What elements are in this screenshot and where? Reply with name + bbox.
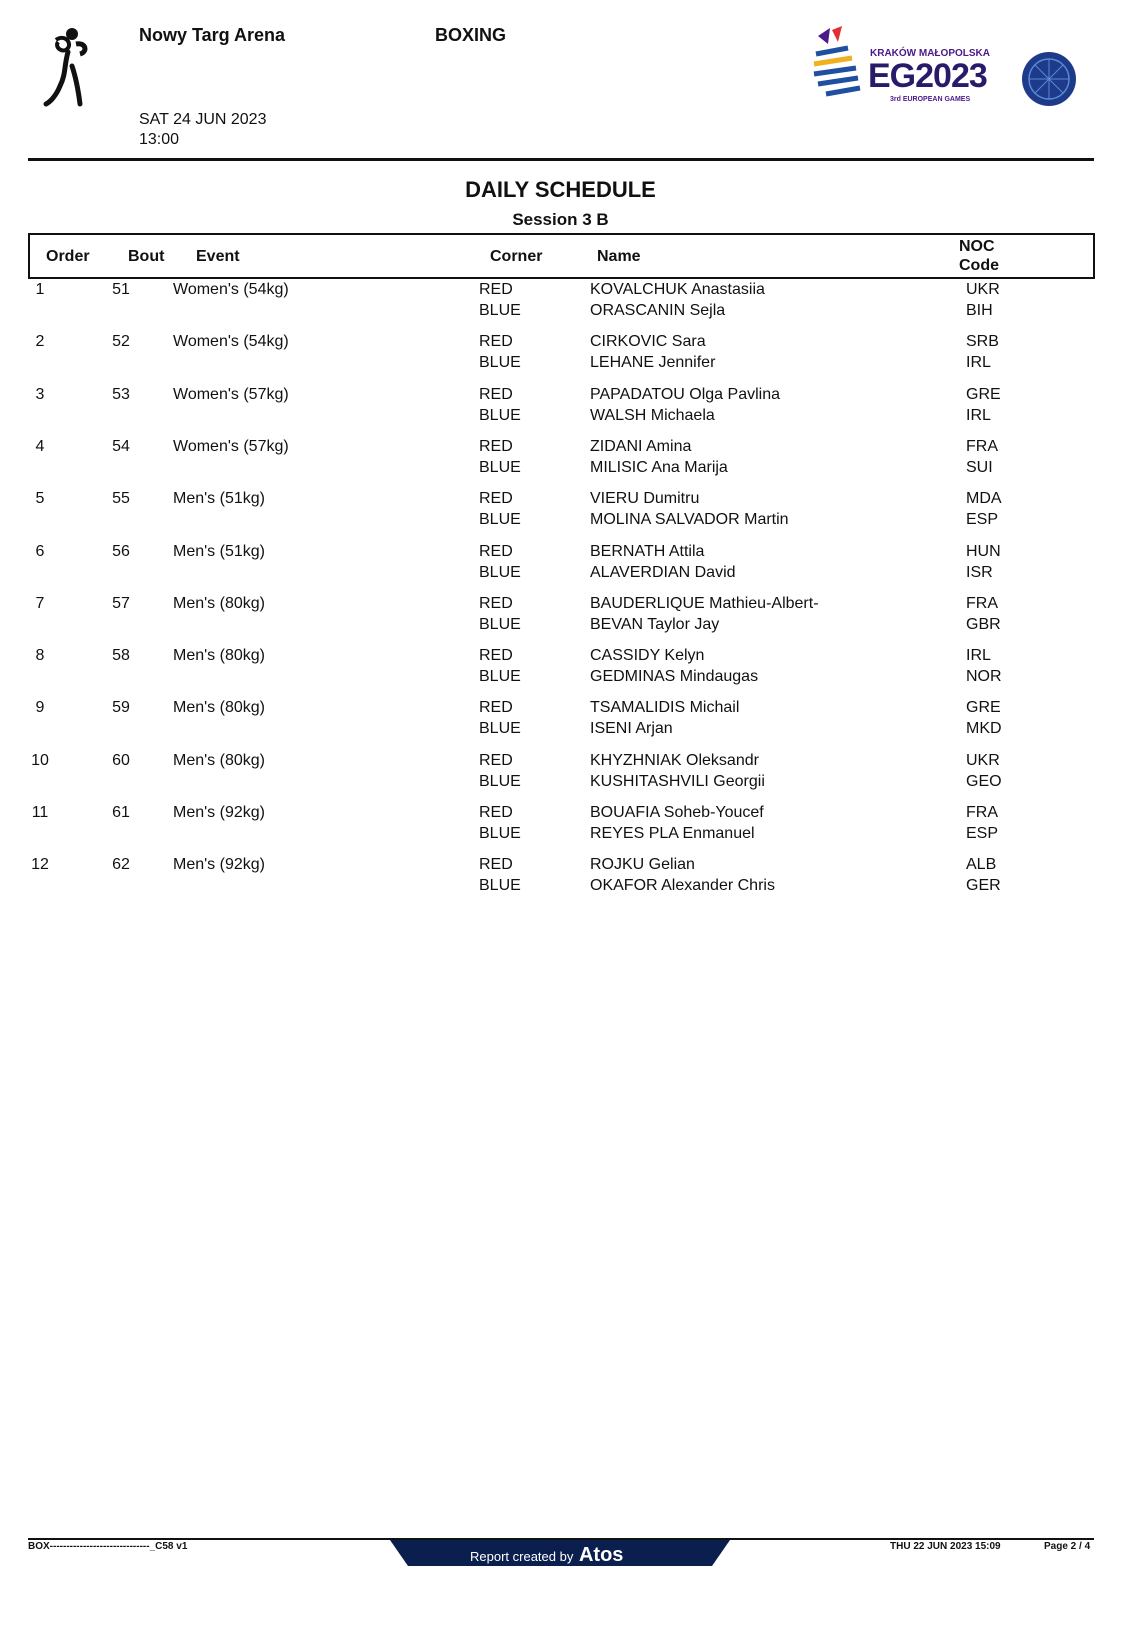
bout-cell: 59 xyxy=(112,699,130,717)
event-cell: Women's (57kg) xyxy=(173,385,289,403)
corner-red-cell: RED xyxy=(479,804,513,821)
boxing-pictogram-icon xyxy=(42,26,94,110)
name-red-cell: CASSIDY Kelyn xyxy=(590,647,705,665)
col-name: Name xyxy=(597,248,641,265)
col-event: Event xyxy=(196,248,240,265)
name-red-cell: CIRKOVIC Sara xyxy=(590,333,706,351)
col-corner: Corner xyxy=(490,248,543,265)
order-cell: 1 xyxy=(35,281,45,298)
noc-red-cell: UKR xyxy=(966,281,1000,298)
event-cell: Women's (57kg) xyxy=(173,437,289,455)
corner-red-cell: RED xyxy=(479,490,513,508)
corner-blue-cell: BLUE xyxy=(479,772,521,790)
bout-cell: 58 xyxy=(112,647,130,665)
corner-blue-cell: BLUE xyxy=(479,458,521,476)
corner-red-cell: RED xyxy=(479,647,513,665)
dragon-logo-icon xyxy=(808,26,864,106)
order-cell: 8 xyxy=(35,647,45,665)
session-label: Session 3 B xyxy=(512,210,609,229)
noc-red-cell: UKR xyxy=(966,751,1000,769)
corner-red-cell: RED xyxy=(479,385,513,403)
corner-blue-cell: BLUE xyxy=(479,825,521,842)
event-cell: Women's (54kg) xyxy=(173,333,289,351)
event-cell: Men's (51kg) xyxy=(173,542,265,560)
european-games-logo xyxy=(808,20,1092,112)
noc-red-cell: FRA xyxy=(966,594,998,612)
name-blue-cell: LEHANE Jennifer xyxy=(590,354,716,372)
col-bout: Bout xyxy=(128,248,165,265)
noc-blue-cell: ESP xyxy=(966,511,999,529)
name-blue-cell: REYES PLA Enmanuel xyxy=(590,825,755,842)
bout-cell: 56 xyxy=(112,542,130,560)
order-cell: 10 xyxy=(31,751,49,769)
report-created-text xyxy=(470,1544,623,1567)
session-date: SAT 24 JUN 2023 xyxy=(139,111,267,128)
table-row xyxy=(0,436,1066,480)
report-banner xyxy=(390,1540,730,1566)
corner-blue-cell: BLUE xyxy=(479,511,521,529)
noc-red-cell: ALB xyxy=(966,856,997,874)
logo-line2: EG2023 xyxy=(868,57,987,95)
document-code: BOX------------------------------_C58 v1 xyxy=(28,1541,188,1552)
name-blue-cell: MOLINA SALVADOR Martin xyxy=(590,511,789,529)
noc-red-cell: FRA xyxy=(966,804,998,821)
noc-blue-cell: IRL xyxy=(966,406,991,424)
order-cell: 6 xyxy=(35,542,45,560)
table-row xyxy=(0,645,1066,689)
venue-name: Nowy Targ Arena xyxy=(139,25,286,45)
bout-cell: 61 xyxy=(112,804,130,821)
event-cell: Men's (80kg) xyxy=(173,699,265,717)
bout-cell: 54 xyxy=(112,437,130,455)
name-red-cell: BAUDERLIQUE Mathieu-Albert- xyxy=(590,594,819,612)
col-order: Order xyxy=(46,248,90,265)
table-row xyxy=(0,593,1066,637)
order-cell: 7 xyxy=(35,594,45,612)
order-cell: 2 xyxy=(35,333,45,351)
order-cell: 3 xyxy=(35,385,45,403)
session-time: 13:00 xyxy=(139,131,180,148)
name-red-cell: KOVALCHUK Anastasiia xyxy=(590,281,765,298)
noc-blue-cell: SUI xyxy=(966,458,993,476)
table-row xyxy=(0,488,1066,532)
noc-blue-cell: MKD xyxy=(966,720,1002,738)
logo-line3: 3rd EUROPEAN GAMES xyxy=(890,96,971,103)
noc-red-cell: SRB xyxy=(966,333,999,351)
name-red-cell: TSAMALIDIS Michail xyxy=(590,699,740,717)
order-cell: 5 xyxy=(35,490,45,508)
corner-red-cell: RED xyxy=(479,699,513,717)
table-row xyxy=(0,384,1066,428)
order-cell: 4 xyxy=(35,437,45,455)
page-number: Page 2 / 4 xyxy=(1044,1541,1091,1552)
corner-blue-cell: BLUE xyxy=(479,302,521,319)
corner-blue-cell: BLUE xyxy=(479,406,521,424)
noc-blue-cell: NOR xyxy=(966,668,1002,686)
corner-red-cell: RED xyxy=(479,594,513,612)
eoc-globe-icon xyxy=(1020,50,1078,108)
name-red-cell: PAPADATOU Olga Pavlina xyxy=(590,385,780,403)
bout-cell: 57 xyxy=(112,594,130,612)
bout-cell: 62 xyxy=(112,856,130,874)
name-blue-cell: ORASCANIN Sejla xyxy=(590,302,726,319)
event-cell: Men's (92kg) xyxy=(173,856,265,874)
name-red-cell: BOUAFIA Soheb-Youcef xyxy=(590,804,764,821)
corner-red-cell: RED xyxy=(479,751,513,769)
bout-cell: 53 xyxy=(112,385,130,403)
name-blue-cell: KUSHITASHVILI Georgii xyxy=(590,772,765,790)
order-cell: 11 xyxy=(31,804,49,821)
name-blue-cell: OKAFOR Alexander Chris xyxy=(590,877,775,895)
table-row xyxy=(0,541,1066,585)
event-cell: Men's (51kg) xyxy=(173,490,265,508)
corner-red-cell: RED xyxy=(479,856,513,874)
noc-blue-cell: IRL xyxy=(966,354,991,372)
noc-blue-cell: GER xyxy=(966,877,1001,895)
name-blue-cell: WALSH Michaela xyxy=(590,406,715,424)
noc-red-cell: FRA xyxy=(966,437,998,455)
noc-blue-cell: GEO xyxy=(966,772,1002,790)
corner-blue-cell: BLUE xyxy=(479,877,521,895)
event-cell: Men's (80kg) xyxy=(173,751,265,769)
name-blue-cell: ISENI Arjan xyxy=(590,720,673,738)
noc-red-cell: GRE xyxy=(966,385,1001,403)
corner-blue-cell: BLUE xyxy=(479,720,521,738)
name-red-cell: ZIDANI Amina xyxy=(590,437,692,455)
table-row xyxy=(0,750,1066,794)
name-blue-cell: GEDMINAS Mindaugas xyxy=(590,668,759,686)
noc-blue-cell: ESP xyxy=(966,825,999,842)
noc-red-cell: HUN xyxy=(966,542,1001,560)
order-cell: 12 xyxy=(31,856,49,874)
atos-logo: Atos xyxy=(578,1544,624,1566)
bout-cell: 55 xyxy=(112,490,130,508)
document-title: DAILY SCHEDULE xyxy=(465,177,656,202)
table-row xyxy=(0,697,1066,741)
event-cell: Women's (54kg) xyxy=(173,281,289,298)
table-row xyxy=(0,802,1066,846)
noc-blue-cell: GBR xyxy=(966,615,1001,633)
corner-red-cell: RED xyxy=(479,281,513,298)
sport-name: BOXING xyxy=(435,25,507,45)
generated-timestamp: THU 22 JUN 2023 15:09 xyxy=(890,1541,1001,1552)
corner-blue-cell: BLUE xyxy=(479,354,521,372)
corner-blue-cell: BLUE xyxy=(479,615,521,633)
noc-blue-cell: BIH xyxy=(966,302,993,319)
corner-blue-cell: BLUE xyxy=(479,563,521,581)
order-cell: 9 xyxy=(35,699,45,717)
table-header xyxy=(28,233,1095,279)
name-red-cell: ROJKU Gelian xyxy=(590,856,695,874)
corner-blue-cell: BLUE xyxy=(479,668,521,686)
header-divider xyxy=(28,158,1094,161)
name-red-cell: VIERU Dumitru xyxy=(590,490,700,508)
name-blue-cell: ALAVERDIAN David xyxy=(590,563,736,581)
table-row xyxy=(0,331,1066,375)
col-noc-line1: NOC xyxy=(959,238,995,255)
event-cell: Men's (80kg) xyxy=(173,594,265,612)
name-red-cell: KHYZHNIAK Oleksandr xyxy=(590,751,759,769)
bout-cell: 60 xyxy=(112,751,130,769)
name-red-cell: BERNATH Attila xyxy=(590,542,705,560)
noc-red-cell: MDA xyxy=(966,490,1002,508)
table-row xyxy=(0,854,1066,898)
corner-red-cell: RED xyxy=(479,542,513,560)
noc-blue-cell: ISR xyxy=(966,563,993,581)
noc-red-cell: GRE xyxy=(966,699,1001,717)
bout-cell: 51 xyxy=(112,281,130,298)
event-cell: Men's (80kg) xyxy=(173,647,265,665)
event-cell: Men's (92kg) xyxy=(173,804,265,821)
col-noc-line2: Code xyxy=(959,257,999,274)
bout-cell: 52 xyxy=(112,333,130,351)
logo-line1: KRAKÓW MAŁOPOLSKA xyxy=(870,48,990,59)
noc-red-cell: IRL xyxy=(966,647,991,665)
corner-red-cell: RED xyxy=(479,437,513,455)
name-blue-cell: BEVAN Taylor Jay xyxy=(590,615,720,633)
name-blue-cell: MILISIC Ana Marija xyxy=(590,458,728,476)
corner-red-cell: RED xyxy=(479,333,513,351)
table-row xyxy=(0,279,1066,323)
report-prefix: Report created by xyxy=(470,1549,574,1564)
